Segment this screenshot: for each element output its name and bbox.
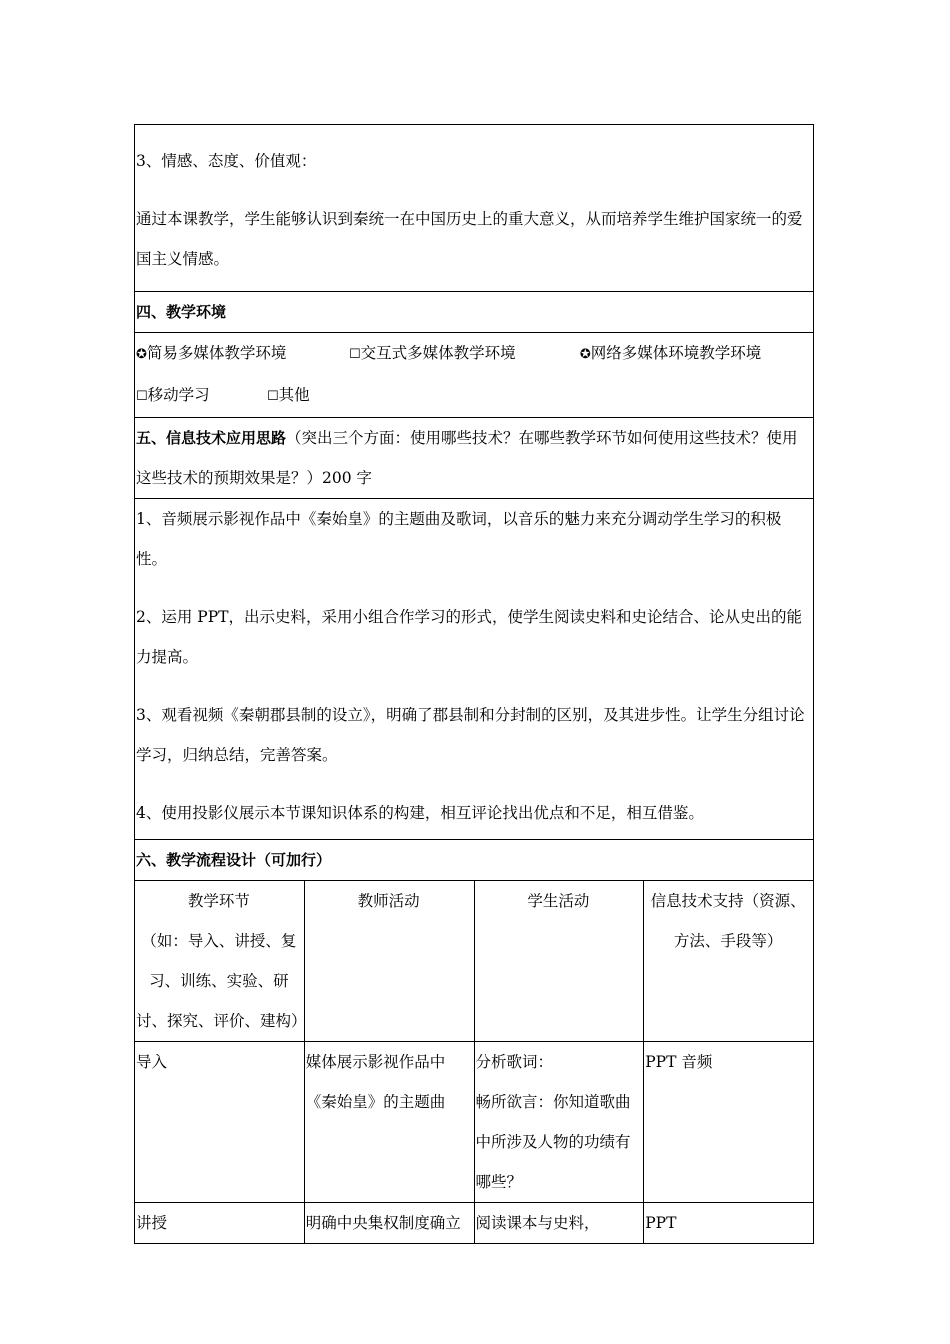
option-interactive-multimedia[interactable] <box>349 333 575 375</box>
header-stage-examples: （如：导入、讲授、复习、训练、实验、研讨、探究、评价、建构） <box>136 932 307 1030</box>
header-tech: 信息技术支持（资源、方法、手段等） <box>644 881 814 1042</box>
student-cell <box>474 1042 644 1203</box>
table-row <box>135 1042 814 1203</box>
student-activity-line: 畅所欲言：你知道歌曲中所涉及人物的功绩有哪些？ <box>475 1093 631 1191</box>
option-label: 移动学习 <box>147 386 210 404</box>
section4-options-row <box>135 333 814 418</box>
checkbox-icon: ☐ <box>348 347 361 362</box>
header-stage-title: 教学环节 <box>187 892 250 910</box>
option-other[interactable] <box>267 375 310 417</box>
tech-item-2: 2、运用 PPT，出示史料，采用小组合作学习的形式，使学生阅读史料和史论结合、论从史出的能力提高。 <box>136 608 802 666</box>
option-mobile-learning[interactable] <box>136 375 262 417</box>
tech-item-3: 3、观看视频《秦朝郡县制的设立》，明确了郡县制和分封制的区别，及其进步性。让学生分组讨论学习，归纳总结，完善答案。 <box>136 706 805 764</box>
header-student: 学生活动 <box>474 881 644 1042</box>
flow-header-row <box>135 881 814 1042</box>
option-label: 简易多媒体教学环境 <box>146 344 287 362</box>
section4-title: 四、教学环境 <box>136 303 227 321</box>
section3-heading: 3、情感、态度、价值观： <box>136 152 317 170</box>
stage-cell: 导入 <box>135 1042 305 1203</box>
document-page <box>134 124 814 1244</box>
checkbox-icon: ☐ <box>136 389 148 404</box>
selected-star-icon: ✪ <box>579 347 591 362</box>
section5-items-row <box>135 499 814 840</box>
teacher-cell: 媒体展示影视作品中《秦始皇》的主题曲 <box>304 1042 474 1203</box>
section4-title-row <box>135 292 814 333</box>
section5-title-row <box>135 418 814 499</box>
section5-note: （突出三个方面：使用哪些技术？在哪些教学环节如何使用这些技术？使用这些技术的预期效果是？）200 字 <box>136 429 798 487</box>
section6-title-row <box>135 840 814 881</box>
section3-row <box>135 125 814 292</box>
tech-item-4: 4、使用投影仪展示本节课知识体系的构建，相互评论找出优点和不足，相互借鉴。 <box>136 804 704 822</box>
selected-star-icon: ✪ <box>136 347 147 362</box>
teacher-cell: 明确中央集权制度确立 <box>304 1203 474 1244</box>
lesson-plan-table <box>134 124 814 1244</box>
option-label: 网络多媒体环境教学环境 <box>590 344 762 362</box>
option-label: 其他 <box>278 386 310 404</box>
section6-title: 六、教学流程设计（可加行） <box>136 851 332 869</box>
table-row <box>135 1203 814 1244</box>
student-activity-line: 分析歌词： <box>475 1053 554 1071</box>
header-stage <box>135 881 305 1042</box>
option-simple-multimedia[interactable] <box>136 333 344 375</box>
section5-title: 五、信息技术应用思路 <box>136 429 287 447</box>
checkbox-icon: ☐ <box>266 389 279 404</box>
header-teacher: 教师活动 <box>304 881 474 1042</box>
student-activity-line: 阅读课本与史料， <box>475 1214 600 1232</box>
stage-cell: 讲授 <box>135 1203 305 1244</box>
section3-body: 通过本课教学，学生能够认识到秦统一在中国历史上的重大意义，从而培养学生维护国家统一的爱国主义情感。 <box>136 210 803 268</box>
option-label: 交互式多媒体教学环境 <box>360 344 516 362</box>
tech-cell: PPT <box>644 1203 814 1244</box>
tech-cell: PPT 音频 <box>644 1042 814 1203</box>
option-network-multimedia[interactable] <box>580 333 761 375</box>
student-cell <box>474 1203 644 1244</box>
tech-item-1: 1、音频展示影视作品中《秦始皇》的主题曲及歌词，以音乐的魅力来充分调动学生学习的积极性。 <box>136 510 782 568</box>
